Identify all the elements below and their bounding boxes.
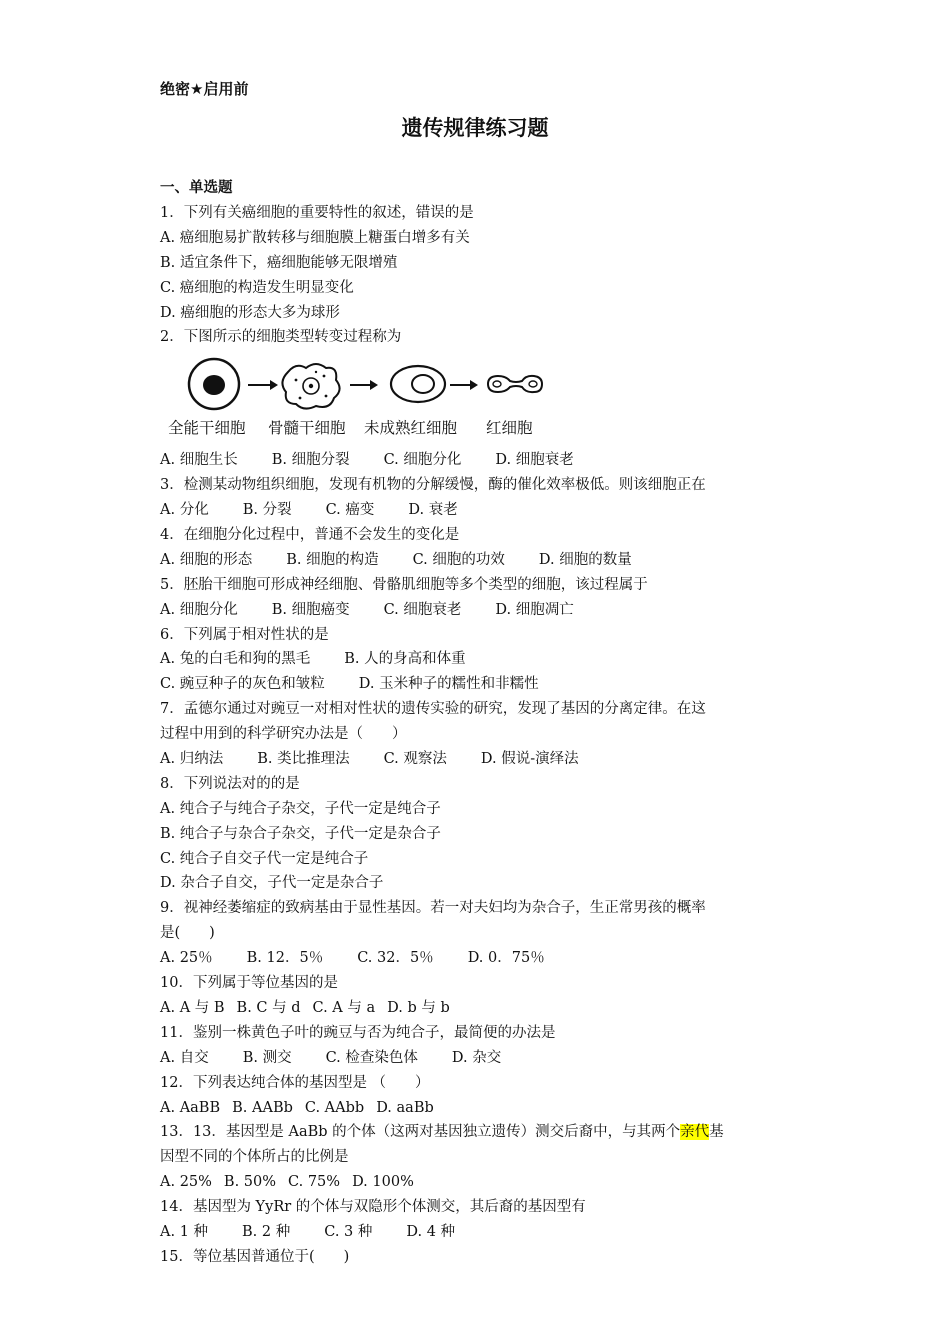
cell-diagram [166, 354, 546, 416]
red-cell-icon [488, 376, 542, 392]
question-9-stem: 9．视神经萎缩症的致病基由于显性基因。若一对夫妇均为杂合子，生正常男孩的概率 [160, 900, 706, 917]
option-c: C. A 与 a [312, 999, 376, 1016]
question-11-options [160, 1046, 795, 1071]
question-13-stem-text: 13．13．基因型是 AaBb 的个体（这两对基因独立遗传）测交后裔中，与其两个 [160, 1124, 681, 1141]
option-a: A. 归纳法 [160, 751, 224, 768]
question-10-stem: 10．下列属于等位基因的是 [160, 975, 338, 992]
question-5-stem: 5．胚胎干细胞可形成神经细胞、骨骼肌细胞等多个类型的细胞，该过程属于 [160, 576, 648, 593]
question-4-options [160, 548, 795, 573]
option-d: D. 假说-演绎法 [480, 751, 579, 768]
highlighted-text: 亲代 [680, 1124, 710, 1141]
option-a: A. AaBB [160, 1099, 221, 1116]
option-d: D. 100% [352, 1174, 414, 1191]
figure-label: 红细胞 [486, 419, 533, 438]
option-c: C. 75% [288, 1174, 341, 1191]
question-1-option-b: B. 适宜条件下，癌细胞能够无限增殖 [160, 254, 398, 271]
question-3-options [160, 498, 795, 523]
question-2-options [160, 448, 795, 473]
question-9-options [160, 946, 795, 971]
question-8-option-d: D. 杂合子自交，子代一定是杂合子 [160, 875, 384, 892]
arrow-icon [248, 380, 278, 390]
option-c: C. 检查染色体 [325, 1049, 418, 1066]
figure-label: 未成熟红细胞 [364, 419, 458, 438]
question-7-options [160, 747, 795, 772]
question-10-options [160, 996, 795, 1021]
arrow-icon [350, 380, 378, 390]
option-b: B. 人的身高和体重 [344, 651, 466, 668]
option-a: A. 1 种 [160, 1223, 209, 1240]
question-1-option-c: C. 癌细胞的构造发生明显变化 [160, 279, 354, 296]
question-7-stem: 7．孟德尔通过对豌豆一对相对性状的遗传实验的研究，发现了基因的分离定律。在这 [160, 701, 706, 718]
question-list [160, 176, 795, 1270]
question-6-options-row2 [160, 672, 795, 697]
figure-labels [166, 416, 546, 440]
option-c: C. 细胞衰老 [383, 601, 462, 618]
option-a: A. 细胞的形态 [160, 551, 253, 568]
option-b: B. AABb [232, 1099, 293, 1116]
question-12-stem: 12．下列表达纯合体的基因型是 （ ） [160, 1074, 430, 1091]
option-d: D. 0．75％ [467, 950, 545, 967]
option-d: D. 细胞凋亡 [495, 601, 574, 618]
question-14-options [160, 1220, 795, 1245]
option-c: C. 观察法 [383, 751, 447, 768]
option-d: D. 衰老 [408, 502, 458, 519]
option-a: A. 25％ [160, 950, 213, 967]
question-3-stem: 3．检测某动物组织细胞，发现有机物的分解缓慢，酶的催化效率极低。则该细胞正在 [160, 477, 706, 494]
option-b: B. 测交 [242, 1049, 292, 1066]
option-d: D. 杂交 [451, 1049, 502, 1066]
question-13-stem-cont: 因型不同的个体所占的比例是 [160, 1149, 349, 1166]
question-1-stem: 1．下列有关癌细胞的重要特性的叙述，错误的是 [160, 205, 474, 221]
option-c: C. AAbb [304, 1099, 365, 1116]
option-b: B. C 与 d [236, 999, 301, 1016]
immature-red-cell-icon [391, 366, 445, 402]
question-5-options [160, 598, 795, 623]
option-c: C. 细胞的功效 [412, 551, 505, 568]
figure-label: 全能干细胞 [168, 419, 246, 438]
question-8-option-c: C. 纯合子自交子代一定是纯合子 [160, 850, 369, 867]
figure-label: 骨髓干细胞 [268, 419, 346, 438]
question-13-stem [160, 1120, 795, 1145]
question-13-options [160, 1170, 795, 1195]
question-2-stem: 2．下图所示的细胞类型转变过程称为 [160, 329, 402, 346]
question-12-options [160, 1096, 795, 1121]
option-c: C. 细胞分化 [383, 452, 462, 469]
question-14-stem: 14．基因型为 YyRr 的个体与双隐形个体测交，其后裔的基因型有 [160, 1199, 586, 1216]
option-a: A. 细胞生长 [160, 452, 238, 469]
option-b: B. 细胞癌变 [271, 601, 350, 618]
question-1-option-a: A. 癌细胞易扩散转移与细胞膜上糖蛋白增多有关 [160, 229, 470, 246]
option-a: A. 分化 [160, 502, 209, 519]
option-a: A. 25% [160, 1174, 212, 1191]
question-15-stem: 15．等位基因普通位于( ) [160, 1248, 350, 1265]
question-8-option-a: A. 纯合子与纯合子杂交，子代一定是纯合子 [160, 800, 441, 817]
option-b: B. 2 种 [242, 1223, 291, 1240]
secret-label: 绝密★启用前 [160, 80, 249, 98]
option-d: D. aaBb [376, 1099, 434, 1116]
question-4-stem: 4．在细胞分化过程中，普通不会发生的变化是 [160, 527, 460, 544]
question-8-option-b: B. 纯合子与杂合子杂交，子代一定是杂合子 [160, 825, 441, 842]
option-b: B. 细胞分裂 [271, 452, 350, 469]
section-heading: 一、单选题 [160, 180, 233, 196]
option-b: B. 12．5％ [246, 950, 324, 967]
option-d: D. 细胞的数量 [538, 551, 632, 568]
question-13-stem-tail: 基 [709, 1124, 724, 1141]
question-1-option-d: D. 癌细胞的形态大多为球形 [160, 304, 340, 321]
option-d: D. 玉米种子的糯性和非糯性 [358, 676, 539, 693]
option-d: D. 细胞衰老 [495, 452, 574, 469]
option-b: B. 细胞的构造 [286, 551, 379, 568]
option-a: A. 细胞分化 [160, 601, 238, 618]
question-9-stem-cont: 是( ) [160, 925, 215, 942]
question-7-stem-cont: 过程中用到的科学研究办法是（ ） [160, 726, 407, 743]
cell-differentiation-figure [166, 354, 546, 446]
arrow-icon [450, 380, 478, 390]
option-d: D. 4 种 [406, 1223, 456, 1240]
option-c: C. 癌变 [325, 502, 375, 519]
question-11-stem: 11．鉴别一株黄色子叶的豌豆与否为纯合子，最简便的办法是 [160, 1024, 556, 1041]
question-6-options-row1 [160, 647, 795, 672]
page-title: 遗传规律练习题 [401, 116, 549, 140]
option-a: A. A 与 B [160, 999, 225, 1016]
option-b: B. 50% [223, 1174, 277, 1191]
option-a: A. 自交 [160, 1049, 209, 1066]
option-b: B. 分裂 [242, 502, 292, 519]
question-8-stem: 8．下列说法对的的是 [160, 775, 300, 792]
question-6-stem: 6．下列属于相对性状的是 [160, 626, 329, 643]
totipotent-cell-icon [189, 359, 239, 409]
bone-marrow-cell-icon [282, 364, 339, 409]
option-c: C. 3 种 [324, 1223, 373, 1240]
option-a: A. 兔的白毛和狗的黑毛 [160, 651, 311, 668]
option-c: C. 豌豆种子的灰色和皱粒 [160, 676, 325, 693]
option-c: C. 32．5％ [357, 950, 434, 967]
option-b: B. 类比推理法 [257, 751, 350, 768]
option-d: D. b 与 b [387, 999, 450, 1016]
